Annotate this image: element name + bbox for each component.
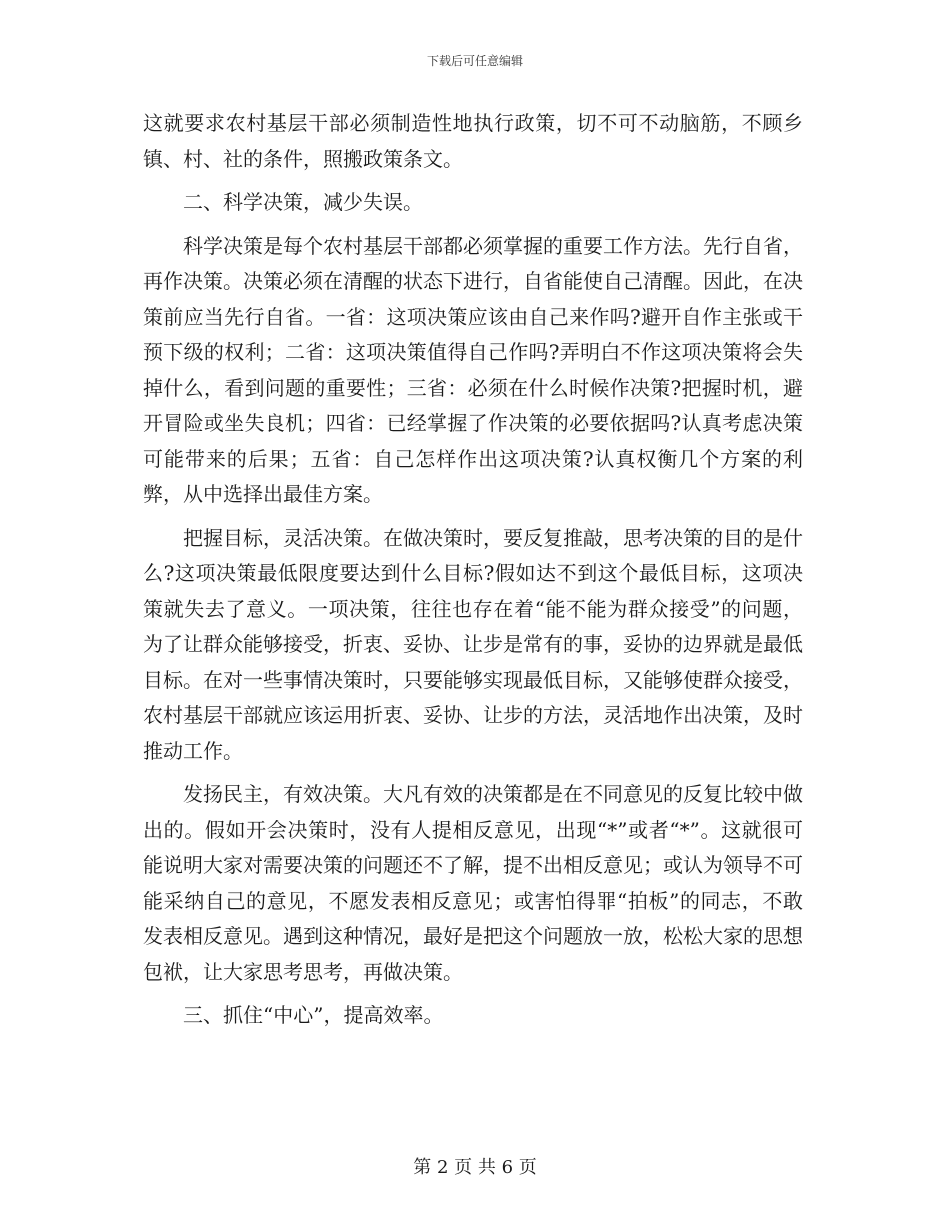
paragraph-grasp-target: 把握目标，灵活决策。在做决策时，要反复推敲，思考决策的目的是什么?这项决策最低限度要达到什么目标?假如达不到这个最低目标，这项决策就失去了意义。一项决策，往往也存在着“能不能为群众接受”的问题，为了让群众能够接受，折衷、妥协、让步是常有的事，妥协的边界就是最低目标。在对一些事情决策时，只要能够实现最低目标，又能够使群众接受，农村基层干部就应该运用折衷、妥协、让步的方法，灵活地作出决策，及时推动工作。 <box>143 525 803 763</box>
paragraph-democracy: 发扬民主，有效决策。大凡有效的决策都是在不同意见的反复比较中做出的。假如开会决策时，没有人提相反意见，出现“*”或者“*”。这就很可能说明大家对需要决策的问题还不了解，提不出相反意见；或认为领导不可能采纳自己的意见，不愿发表相反意见；或害怕得罪“拍板”的同志，不敢发表相反意见。遇到这种情况，最好是把这个问题放一放，松松大家的思想包袱，让大家思考思考，再做决策。 <box>143 782 803 984</box>
section-heading-2: 二、科学决策，减少失误。 <box>183 190 423 214</box>
body-text <box>143 106 803 1034</box>
section-heading-3: 三、抓住“中心”，提高效率。 <box>183 1003 444 1027</box>
paragraph-continuation: 这就要求农村基层干部必须制造性地执行政策，切不可不动脑筋，不顾乡镇、村、社的条件，照搬政策条文。 <box>143 111 803 171</box>
paragraph-scientific-decision: 科学决策是每个农村基层干部都必须掌握的重要工作方法。先行自省，再作决策。决策必须在清醒的状态下进行，自省能使自己清醒。因此，在决策前应当先行自省。一省：这项决策应该由自己来作吗?避开自作主张或干预下级的权利；二省：这项决策值得自己作吗?弄明白不作这项决策将会失掉什么，看到问题的重要性；三省：必须在什么时候作决策?把握时机，避开冒险或坐失良机；四省：已经掌握了作决策的必要依据吗?认真考虑决策可能带来的后果；五省：自己怎样作出这项决策?认真权衡几个方案的利弊，从中选择出最佳方案。 <box>143 233 803 506</box>
page-indicator: 第 2 页 共 6 页 <box>413 1157 537 1178</box>
header-note: 下载后可任意编辑 <box>426 54 523 68</box>
